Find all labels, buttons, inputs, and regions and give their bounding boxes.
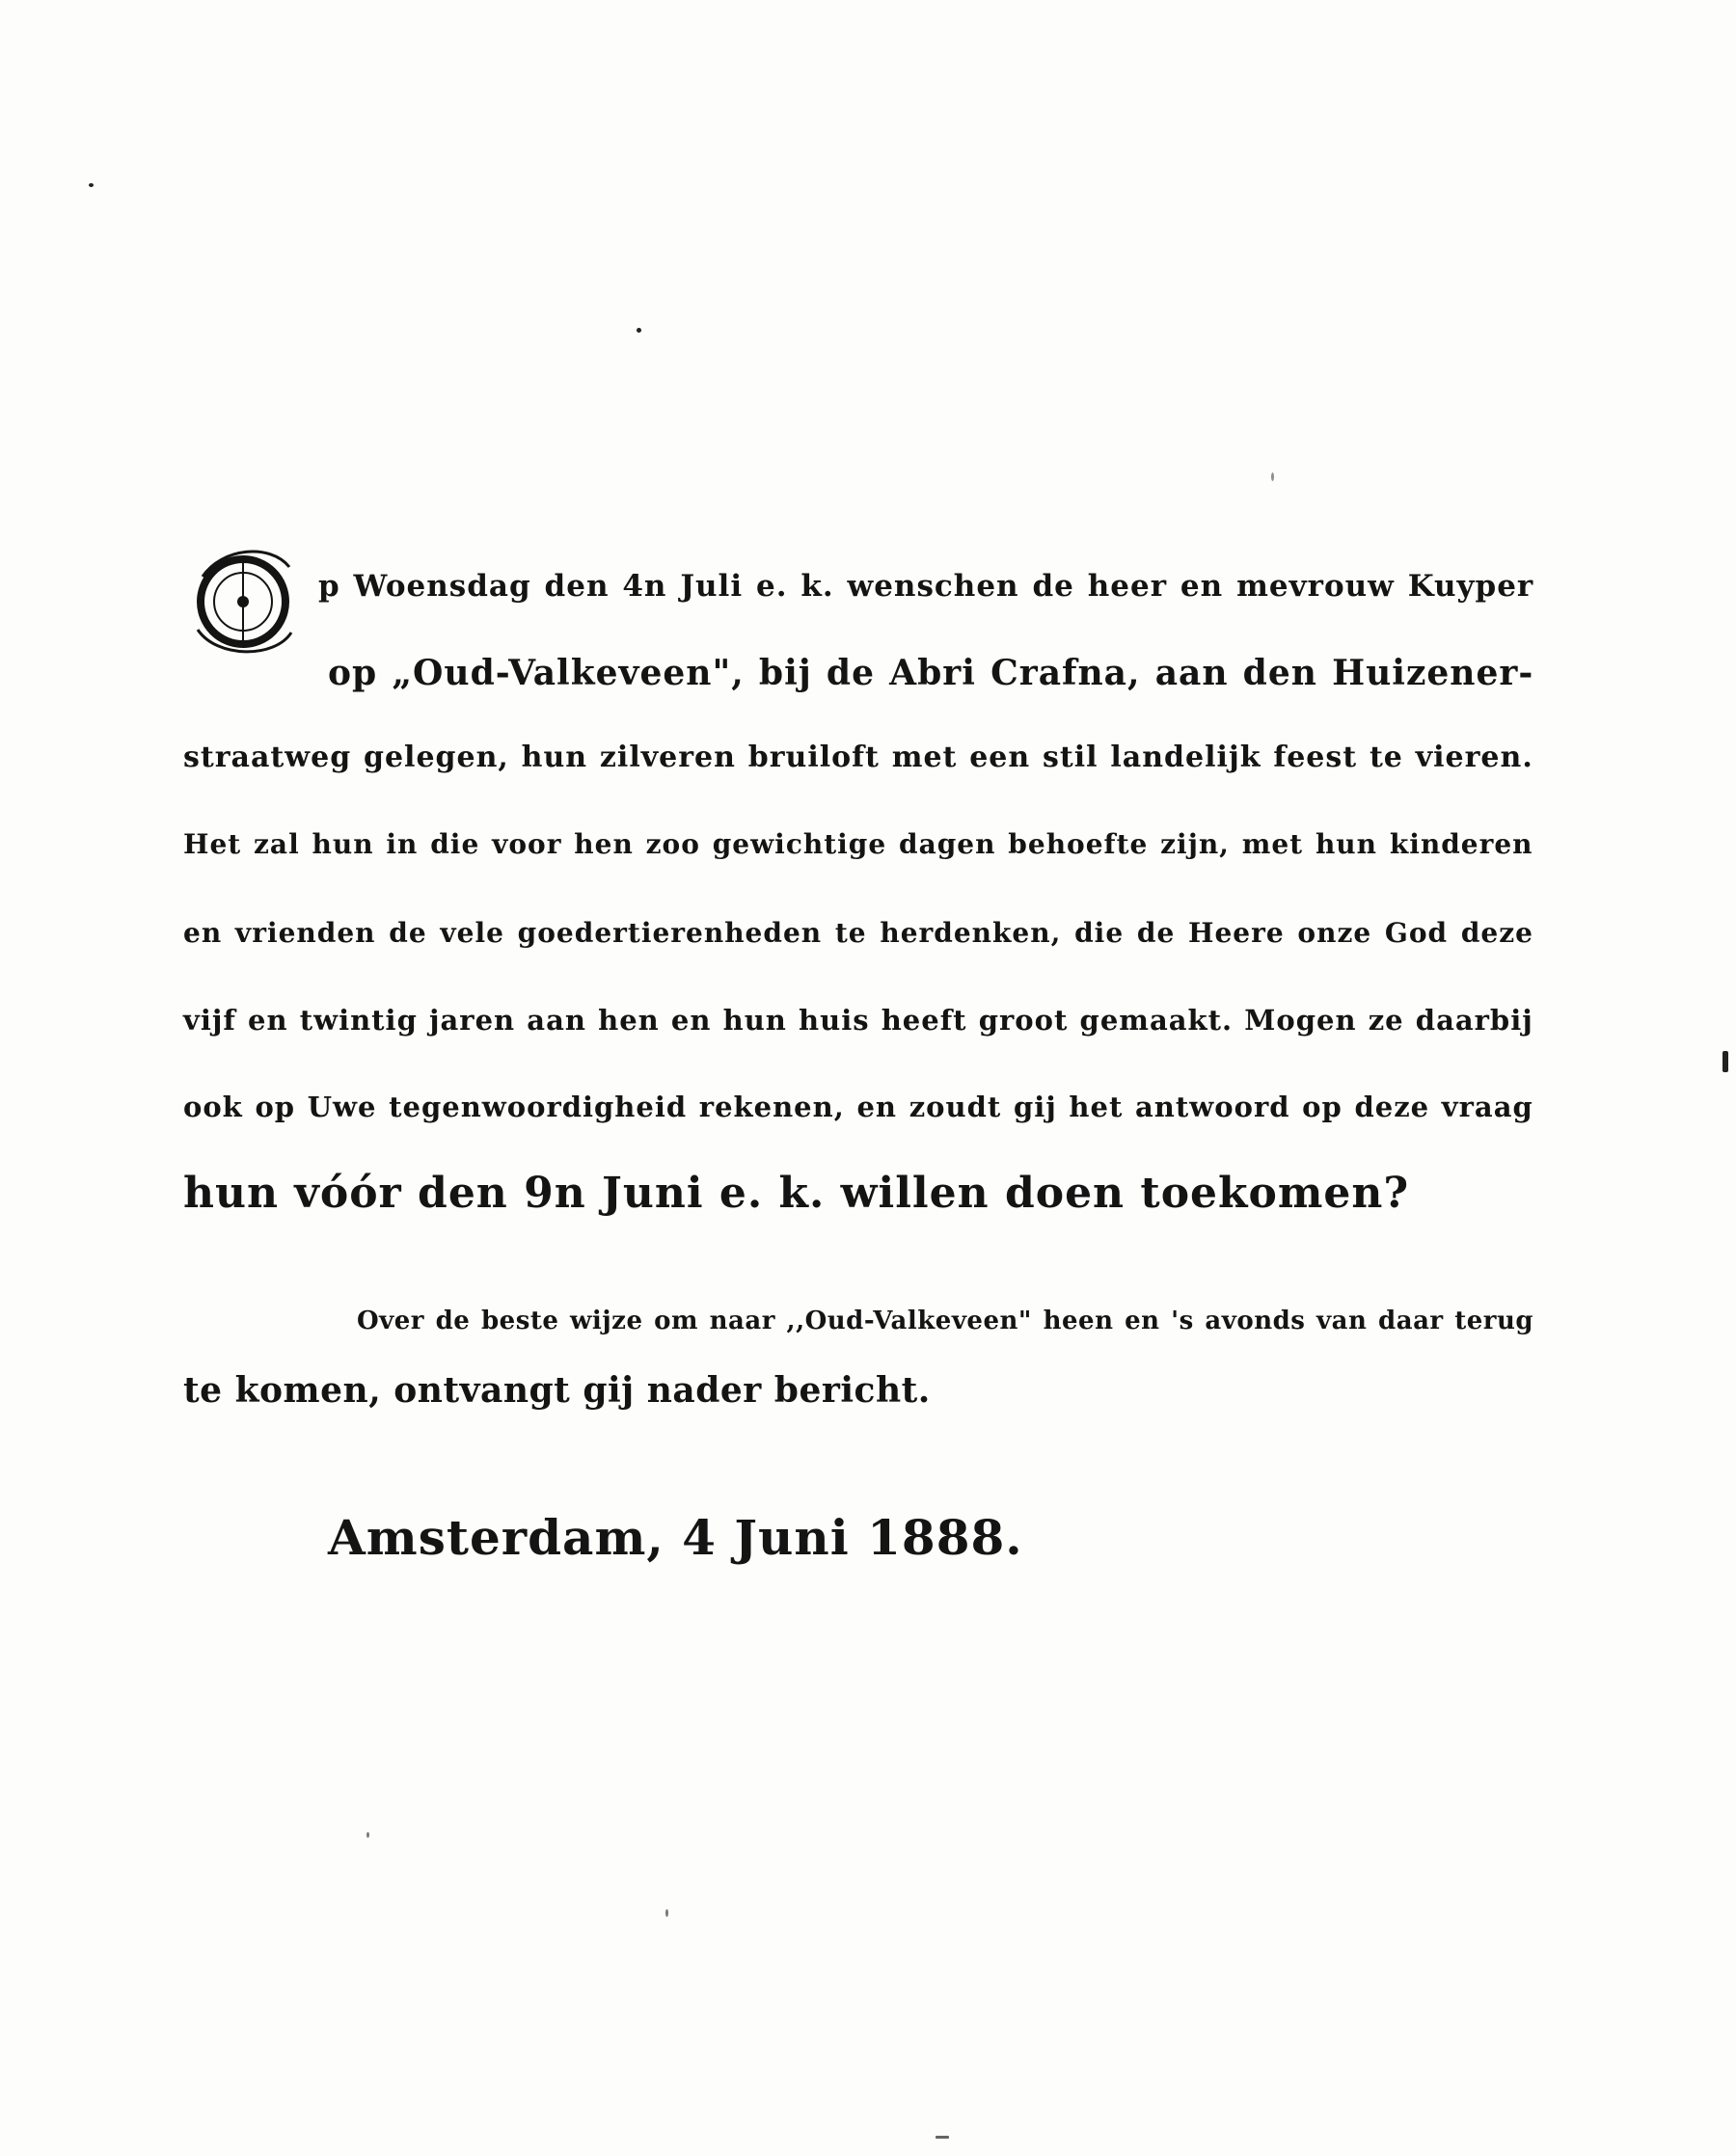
ink-speck [936,2136,949,2139]
invitation-line-1: p Woensdag den 4n Juli e. k. wenschen de heer en mevrouw Kuyper [318,569,1534,604]
ink-speck [1271,472,1274,481]
dateline: Amsterdam, 4 Juni 1888. [328,1509,1023,1566]
ink-speck [637,328,641,333]
invitation-line-5: en vrienden de vele goedertierenheden te herdenken, die de Heere onze God deze [183,917,1533,949]
ornate-initial-o [183,538,309,663]
invitation-line-7: ook op Uwe tegenwoordigheid rekenen, en zoudt gij het antwoord op deze vraag [183,1091,1533,1123]
ink-speck [665,1909,668,1917]
invitation-line-3: straatweg gelegen, hun zilveren bruiloft met een stil landelijk feest te vieren. [183,741,1533,774]
invitation-line-2: op „Oud-Valkeveen", bij de Abri Crafna, aan den Huizener- [328,653,1534,693]
ink-speck [366,1832,369,1838]
travel-note-line-1: Over de beste wijze om naar ,,Oud-Valkeveen" heen en 's avonds van daar terug [357,1307,1534,1335]
invitation-line-4: Het zal hun in die voor hen zoo gewichtige dagen behoefte zijn, met hun kinderen [183,828,1533,860]
ink-speck [1722,1051,1728,1072]
ink-speck [89,183,94,187]
invitation-line-8: hun vóór den 9n Juni e. k. willen doen toekomen? [183,1169,1410,1218]
invitation-line-6: vijf en twintig jaren aan hen en hun huis heeft groot gemaakt. Mogen ze daarbij [183,1004,1533,1037]
travel-note-line-2: te komen, ontvangt gij nader bericht. [183,1370,931,1411]
